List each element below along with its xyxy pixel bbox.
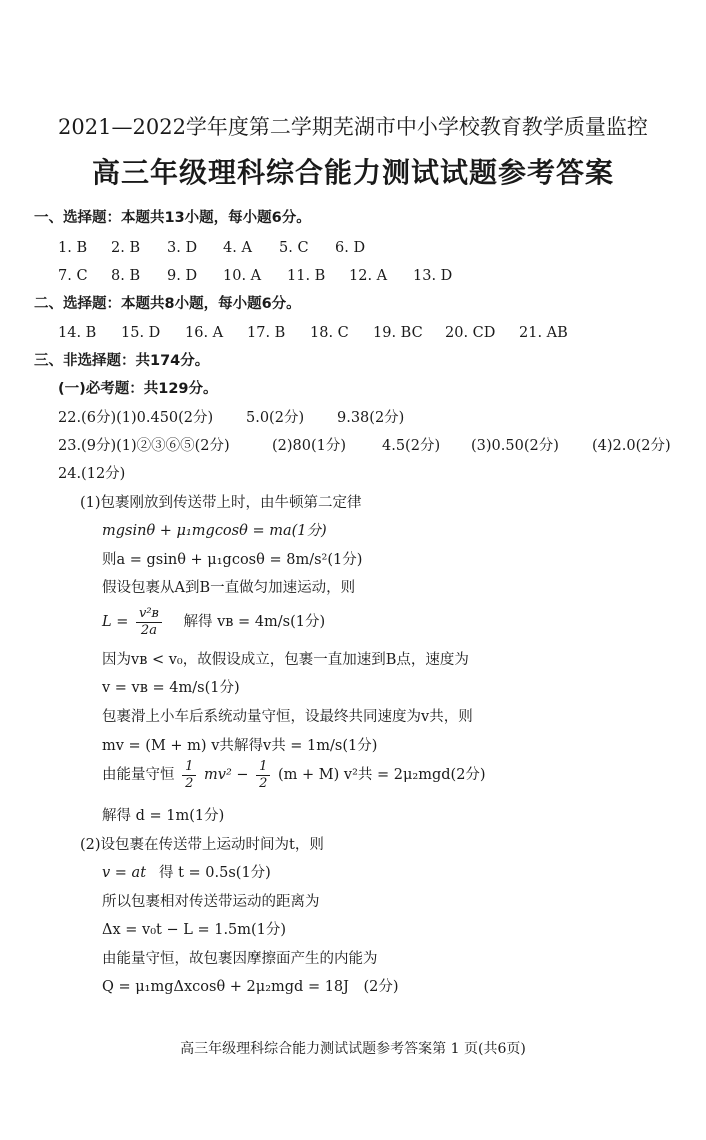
fraction-denominator: 2a — [140, 622, 157, 638]
answer-item: 15. D — [121, 325, 161, 341]
answer-item: 17. B — [247, 325, 286, 341]
answer-item: 7. C — [58, 268, 88, 284]
equation-text: mv² − — [204, 767, 249, 783]
answer-item: 6. D — [335, 240, 366, 256]
answer-item: 16. A — [185, 325, 224, 341]
equation-text: 解得v共 = 1m/s(1分) — [234, 738, 378, 754]
equation-text: L = — [102, 614, 129, 630]
q24-line: Q = μ₁mgΔxcosθ + 2μ₂mgd = 18J (2分) — [102, 979, 399, 995]
q24-line: 包裹滑上小车后系统动量守恒，设最终共同速度为v共，则 — [102, 709, 473, 725]
answer-item: 9. D — [167, 268, 198, 284]
answer-item: 3. D — [167, 240, 198, 256]
equation-text: 解得 vʙ = 4m/s(1分) — [183, 614, 326, 630]
question-24-heading: 24.(12分) — [58, 466, 126, 482]
q24-line-fraction — [102, 605, 325, 639]
page-footer: 高三年级理科综合能力测试试题参考答案第 1 页(共6页) — [180, 1041, 526, 1057]
q24-line: 所以包裹相对传送带运动的距离为 — [102, 894, 320, 910]
answer-item: 21. AB — [519, 325, 568, 341]
answer-item: 14. B — [58, 325, 97, 341]
q24-line: 则a = gsinθ + μ₁gcosθ = 8m/s²(1分) — [102, 552, 363, 568]
q22-part: 9.38(2分) — [337, 410, 405, 426]
answer-item: 18. C — [310, 325, 349, 341]
q24-line: mgsinθ + μ₁mgcosθ = ma(1分) — [102, 523, 327, 539]
fraction — [256, 759, 270, 792]
q24-line: Δx = v₀t − L = 1.5m(1分) — [102, 922, 287, 938]
q23-part: 4.5(2分) — [382, 438, 441, 454]
fraction-numerator: v²ʙ — [136, 606, 162, 623]
fraction-denominator: 2 — [185, 775, 194, 791]
answer-item: 20. CD — [445, 325, 496, 341]
fraction-numerator: 1 — [256, 759, 270, 776]
q23-part: (3)0.50(2分) — [471, 438, 559, 454]
answer-item: 11. B — [287, 268, 326, 284]
page-title: 高三年级理科综合能力测试试题参考答案 — [91, 156, 614, 189]
q23-part: 23.(9分)(1)②③⑥⑤(2分) — [58, 438, 230, 454]
answer-item: 2. B — [111, 240, 141, 256]
q24-line: 因为vʙ < v₀，故假设成立，包裹一直加速到B点，速度为 — [102, 652, 469, 668]
q24-line: 解得 d = 1m(1分) — [102, 808, 225, 824]
q24-line: 由能量守恒，故包裹因摩擦面产生的内能为 — [102, 951, 378, 967]
answer-item: 12. A — [349, 268, 388, 284]
equation-text: 得 t = 0.5s(1分) — [159, 865, 271, 881]
answer-item: 1. B — [58, 240, 88, 256]
fraction — [136, 606, 162, 639]
answer-item: 4. A — [223, 240, 252, 256]
q22-part: 22.(6分)(1)0.450(2分) — [58, 410, 214, 426]
top-title: 2021—2022学年度第二学期芜湖市中小学校教育教学质量监控 — [58, 115, 648, 139]
section3-subheading: (一)必考题：共129分。 — [58, 381, 218, 397]
fraction — [182, 759, 196, 792]
q24-line: (1)包裹刚放到传送带上时，由牛顿第二定律 — [80, 495, 362, 511]
fraction-numerator: 1 — [182, 759, 196, 776]
equation-text: v = at — [102, 865, 147, 881]
q24-line-fraction — [102, 758, 486, 792]
q23-part: (4)2.0(2分) — [592, 438, 671, 454]
section2-heading: 二、选择题：本题共8小题，每小题6分。 — [34, 296, 301, 312]
answer-item: 5. C — [279, 240, 309, 256]
answer-item: 19. BC — [373, 325, 423, 341]
answer-item: 8. B — [111, 268, 141, 284]
equation-text: 由能量守恒 — [102, 767, 175, 783]
q23-part: (2)80(1分) — [272, 438, 347, 454]
fraction-denominator: 2 — [259, 775, 268, 791]
q24-line: v = vʙ = 4m/s(1分) — [102, 680, 240, 696]
section1-heading: 一、选择题：本题共13小题，每小题6分。 — [34, 210, 311, 226]
q22-part: 5.0(2分) — [246, 410, 305, 426]
answer-item: 13. D — [413, 268, 453, 284]
q24-line: (2)设包裹在传送带上运动时间为t，则 — [80, 837, 324, 853]
section3-heading: 三、非选择题：共174分。 — [34, 353, 210, 369]
q24-line: 假设包裹从A到B一直做匀加速运动，则 — [102, 580, 356, 596]
equation-text: mv = (M + m) v共 — [102, 738, 234, 754]
answer-item: 10. A — [223, 268, 262, 284]
equation-text: (m + M) v²共 = 2μ₂mgd(2分) — [278, 767, 486, 783]
